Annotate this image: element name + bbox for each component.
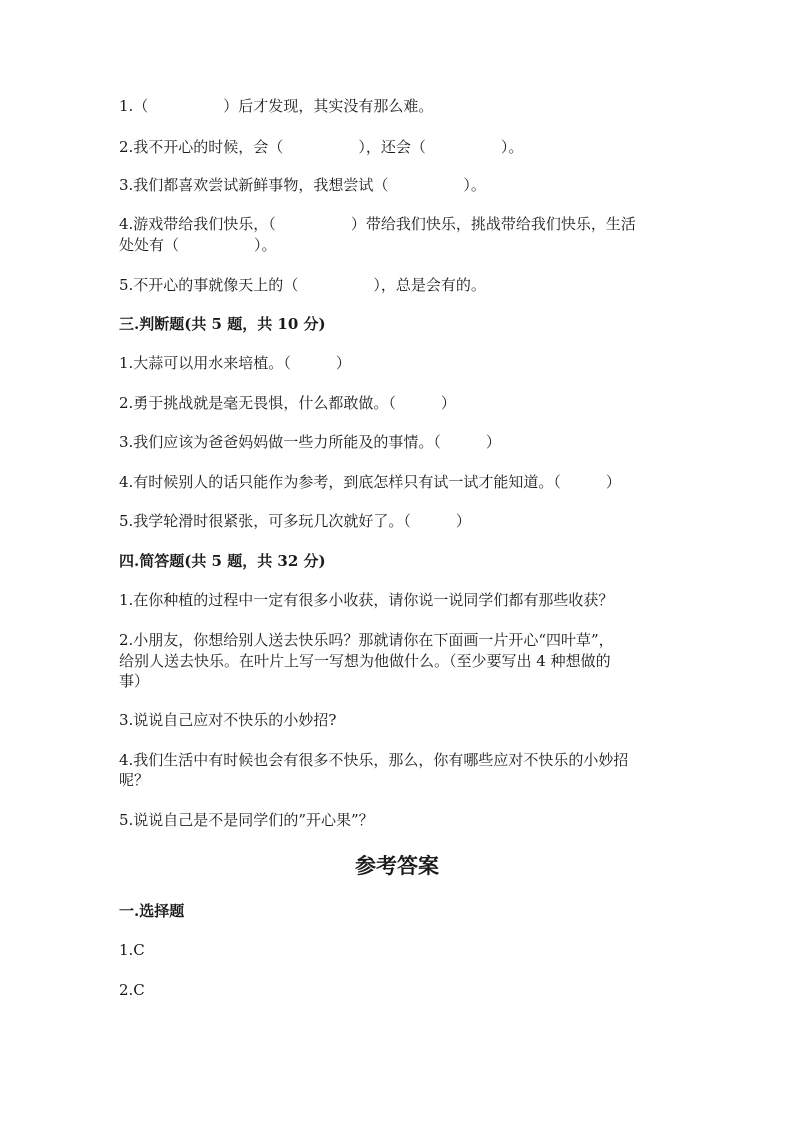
short-answer-question-2-line-2: 给别人送去快乐。在叶片上写一写想为他做什么。（至少要写出 4 种想做的 [119,652,611,670]
fill-blank-question-4-line-2: 处处有（ ）。 [119,236,277,254]
answer-key-title: 参考答案 [355,853,439,878]
fill-blank-question-4-line-1: 4.游戏带给我们快乐，（ ）带给我们快乐，挑战带给我们快乐，生活 [119,215,636,233]
short-answer-question-1: 1.在你种植的过程中一定有很多小收获，请你说一说同学们都有那些收获？ [119,591,614,609]
fill-blank-question-5: 5.不开心的事就像天上的（ ），总是会有的。 [119,276,486,294]
judge-question-4: 4.有时候别人的话只能作为参考，到底怎样只有试一试才能知道。（ ） [119,473,621,491]
short-answer-question-3: 3.说说自己应对不快乐的小妙招? [119,711,337,729]
answer-1: 1.C [119,941,145,959]
short-answer-question-2-line-1: 2.小朋友，你想给别人送去快乐吗？那就请你在下面画一片开心“四叶草”， [119,631,614,649]
judge-question-3: 3.我们应该为爸爸妈妈做一些力所能及的事情。（ ） [119,433,501,451]
judge-section-title: 三.判断题(共 5 题，共 10 分) [119,315,326,333]
short-answer-question-2-line-3: 事） [119,672,150,690]
answer-2: 2.C [119,981,145,999]
answer-section-1-title: 一.选择题 [119,902,185,920]
short-answer-question-4-line-2: 呢？ [119,771,150,789]
fill-blank-question-3: 3.我们都喜欢尝试新鲜事物，我想尝试（ ）。 [119,176,486,194]
judge-question-5: 5.我学轮滑时很紧张，可多玩几次就好了。（ ） [119,512,471,530]
fill-blank-question-2: 2.我不开心的时候，会（ ），还会（ ）。 [119,138,524,156]
judge-question-1: 1.大蒜可以用水来培植。（ ） [119,354,351,372]
short-answer-question-4-line-1: 4.我们生活中有时候也会有很多不快乐，那么，你有哪些应对不快乐的小妙招 [119,751,629,769]
short-answer-section-title: 四.简答题(共 5 题，共 32 分) [119,552,326,570]
judge-question-2: 2.勇于挑战就是毫无畏惧，什么都敢做。（ ） [119,394,456,412]
short-answer-question-5: 5.说说自己是不是同学们的”开心果”？ [119,811,374,829]
fill-blank-question-1: 1.（ ）后才发现，其实没有那么难。 [119,97,434,115]
